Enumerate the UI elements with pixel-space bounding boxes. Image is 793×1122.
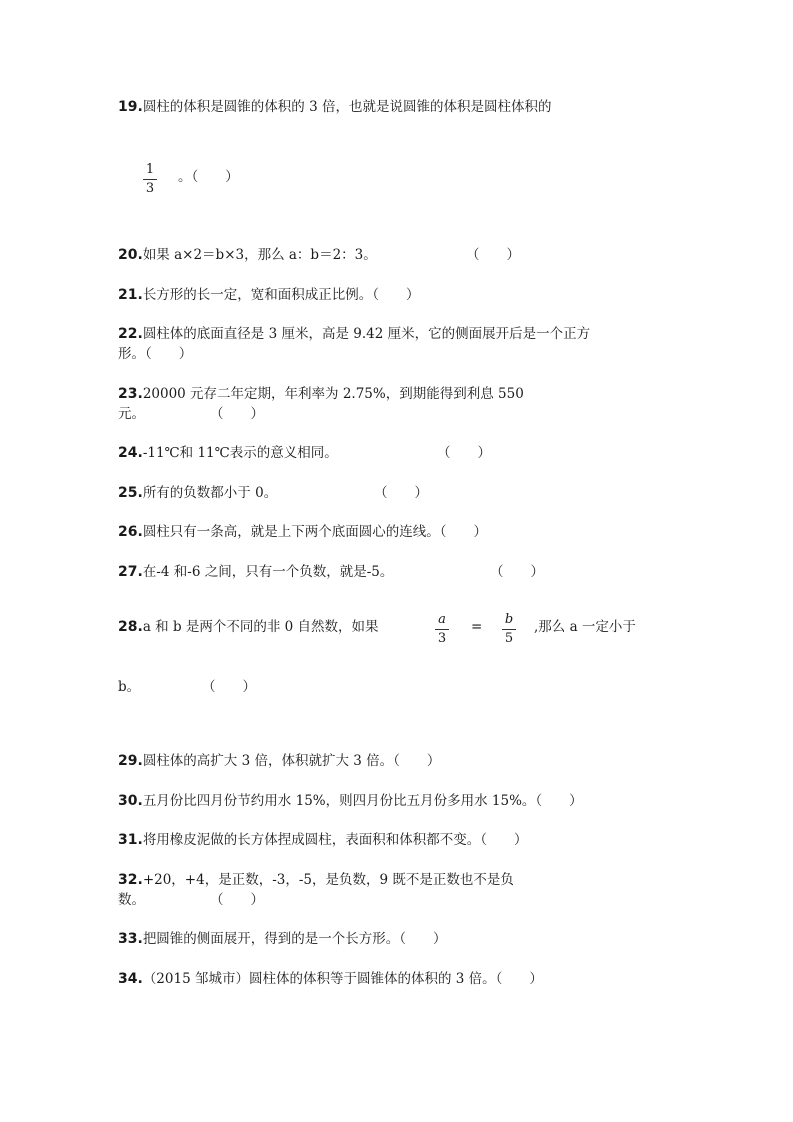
question-21: 21.长方形的长一定，宽和面积成正比例。（ ）	[118, 287, 420, 303]
question-22: 22.圆柱体的底面直径是 3 厘米，高是 9.42 厘米，它的侧面展开后是一个正方	[118, 326, 591, 342]
question-25: 25.所有的负数都小于 0。	[118, 485, 278, 501]
question-29: 29.圆柱体的高扩大 3 倍，体积就扩大 3 倍。（ ）	[118, 753, 441, 769]
question-22-line2: 形。（ ）	[118, 346, 193, 362]
fraction-one-third: 1 3	[143, 162, 157, 197]
question-26: 26.圆柱只有一条高，就是上下两个底面圆心的连线。（ ）	[118, 524, 488, 540]
answer-paren: （ ）	[374, 485, 428, 501]
question-19	[118, 97, 551, 117]
answer-paren: （ ）	[437, 445, 491, 461]
answer-paren: （ ）	[202, 679, 256, 695]
equals-sign: =	[471, 619, 483, 635]
question-30: 30.五月份比四月份节约用水 15%，则四月份比五月份多用水 15%。（ ）	[118, 793, 583, 809]
question-23: 23.20000 元存二年定期，年利率为 2.75%，到期能得到利息 550	[118, 386, 524, 402]
question-28-line2: b。	[118, 679, 141, 695]
question-23-line2: 元。	[118, 406, 145, 422]
answer-paren: 。（ ）	[178, 169, 239, 185]
question-text: 圆柱的体积是圆锥的体积的 3 倍，也就是说圆锥的体积是圆柱体积的	[142, 99, 552, 115]
question-31: 31.将用橡皮泥做的长方体捏成圆柱，表面积和体积都不变。（ ）	[118, 832, 528, 848]
fraction-b-over-5: b 5	[502, 612, 516, 647]
answer-paren: （ ）	[210, 406, 264, 422]
question-20: 20.如果 a×2＝b×3，那么 a：b＝2：3。	[118, 247, 377, 263]
question-28-tail: ,那么 a 一定小于	[534, 619, 636, 635]
question-32: 32.+20，+4，是正数，-3，-5，是负数，9 既不是正数也不是负	[118, 872, 514, 888]
question-number: 19.	[118, 99, 143, 115]
question-34: 34.（2015 邹城市）圆柱体的体积等于圆锥体的体积的 3 倍。（ ）	[118, 971, 543, 987]
question-32-line2: 数。	[118, 892, 145, 908]
answer-paren: （ ）	[210, 892, 264, 908]
answer-paren: （ ）	[466, 247, 520, 263]
question-24: 24.-11℃和 11℃表示的意义相同。	[118, 445, 338, 461]
fraction-a-over-3: a 3	[435, 612, 449, 647]
answer-paren: （ ）	[490, 564, 544, 580]
question-33: 33.把圆锥的侧面展开，得到的是一个长方形。（ ）	[118, 931, 447, 947]
question-28: 28.a 和 b 是两个不同的非 0 自然数，如果	[118, 619, 379, 635]
question-27: 27.在-4 和-6 之间，只有一个负数，就是-5。	[118, 564, 394, 580]
